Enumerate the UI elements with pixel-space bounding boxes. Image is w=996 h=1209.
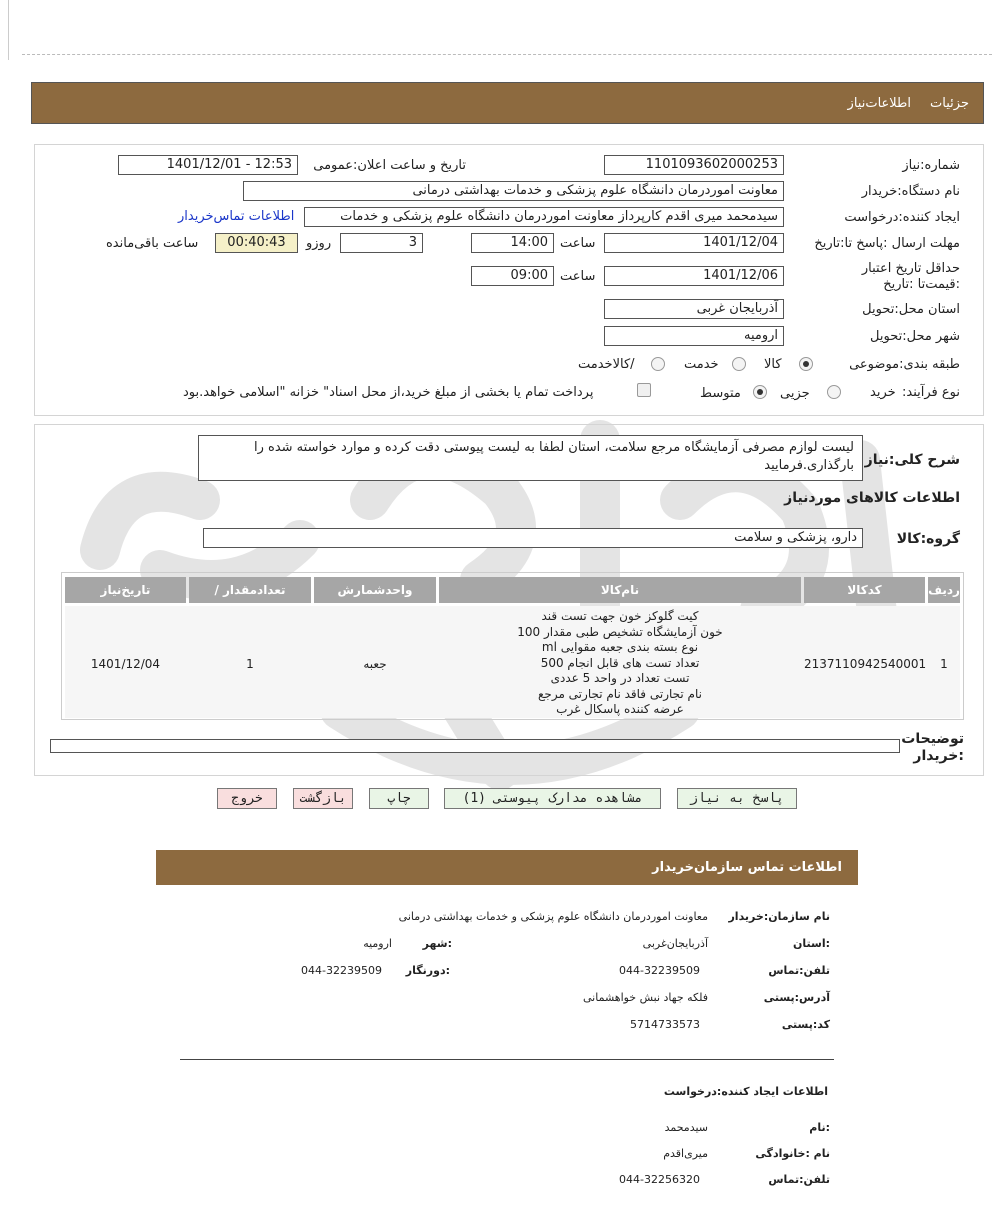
deadline-date-field: 1401/12/04 [604, 233, 784, 253]
need-number-label: شماره:نیاز [902, 158, 960, 173]
category-radio-service[interactable] [732, 357, 746, 371]
col-header-name: نام‌کالا [439, 577, 801, 603]
validity-label: حداقل تاریخ اعتبار :قیمت‌تا :تاریخ [861, 261, 960, 292]
breadcrumb-need-info[interactable]: اطلاعات‌نیاز [847, 96, 911, 111]
validity-time-field: 09:00 [471, 266, 554, 286]
requester-phone-label: تلفن:تماس [768, 1173, 830, 1186]
col-header-unit: واحدشمارش [314, 577, 436, 603]
cell-name-line: ml نوع بسته بندی جعبه مقوایی [541, 640, 699, 654]
process-radio-medium[interactable] [753, 385, 767, 399]
remaining-label: ساعت باقی‌مانده [106, 236, 199, 251]
col-header-code: کدکالا [804, 577, 925, 603]
buyer-org-field: معاونت امور‌درمان دانشگاه علوم پزشکی و خدمات بهداشتی درمانی [243, 181, 784, 201]
deadline-label: مهلت ارسال :پاسخ تا:تاریخ [814, 236, 960, 251]
contact-province-label: :استان [793, 937, 830, 950]
requester-name-value: سیدمحمد [664, 1121, 708, 1134]
buyer-contact-link[interactable]: اطلاعات تماس‌خریدار [178, 209, 295, 224]
cell-name [439, 609, 801, 718]
contact-postal-value: 5714733573 [630, 1018, 700, 1031]
announce-date-label: تاریخ و ساعت اعلان:عمومی [313, 158, 466, 173]
validity-date-field: 1401/12/06 [604, 266, 784, 286]
process-type-label: نوع فرآیند: [902, 385, 960, 400]
description-label: شرح کلی:نیاز [864, 452, 960, 468]
deadline-time-label: ساعت [560, 236, 596, 251]
cell-name-line: خون آزمایشگاه تشخیص طبی مقدار 100 [517, 624, 723, 639]
process-radio-minor[interactable] [827, 385, 841, 399]
validity-time-label: ساعت [560, 269, 596, 284]
goods-group-field: دارو، پزشکی و سلامت [203, 528, 863, 548]
category-radio-goods[interactable] [799, 357, 813, 371]
goods-info-title: اطلاعات کالاهای موردنیاز [784, 490, 960, 506]
cell-name-line: تعداد تست های قابل انجام 500 [540, 655, 700, 670]
buyer-contact-title: اطلاعات تماس سازمان‌خریدار [652, 860, 842, 875]
remaining-timer: 00:40:43 [215, 233, 298, 253]
description-field: لیست لوازم مصرفی آزمایشگاه مرجع سلامت، استان لطفا به لیست پیوستی دقت کرده و موارد خواسته شده را بارگذاری.فرمایید [198, 435, 863, 481]
cell-name-line: تست تعداد در واحد 5 عددی [550, 671, 690, 685]
category-radio-goods-service[interactable] [651, 357, 665, 371]
requester-family-label: نام :خانوادگی [755, 1147, 830, 1160]
treasury-payment-checkbox[interactable] [637, 383, 651, 397]
buyer-notes-field [50, 739, 900, 753]
cell-unit: جعبه [363, 657, 387, 671]
buyer-notes-label: توضیحات :خریدار [901, 731, 964, 764]
contact-org-value: معاونت امور‌درمان دانشگاه علوم پزشکی و خدمات بهداشتی درمانی [398, 910, 708, 923]
contact-city-label: :شهر [422, 937, 452, 950]
contact-postal-label: کد:پستی [781, 1018, 830, 1031]
contact-phone-value: 044-32239509 [619, 964, 700, 977]
contact-city-value: ارومیه [363, 937, 392, 950]
creator-label: ایجاد کننده:درخواست [844, 210, 960, 225]
page-header-bar [31, 82, 984, 124]
cell-name-line: عرضه کننده پاسکال غرب [556, 702, 684, 716]
back-button[interactable]: بازگشت [293, 788, 353, 809]
category-label: طبقه بندی:موضوعی [849, 357, 960, 372]
province-label: استان محل:تحویل [862, 302, 960, 317]
col-header-date: تاریخ‌نیاز [65, 577, 186, 603]
process-option-medium: متوسط [700, 386, 741, 401]
buyer-contact-header [156, 850, 858, 885]
treasury-payment-note: پرداخت تمام یا بخشی از مبلغ خرید،از محل اسناد" خزانه "اسلامی خواهد.بود [183, 385, 594, 400]
days-label: روزو [306, 236, 332, 251]
city-field: ارومیه [604, 326, 784, 346]
category-option-goods-service: /کالاخدمت [578, 357, 635, 372]
cell-name-line: نام تجارتی فاقد نام تجارتی مرجع [538, 686, 702, 701]
requester-phone-value: 044-32256320 [619, 1173, 700, 1186]
cell-code: 2137110942540001 [804, 657, 927, 671]
goods-table [61, 572, 964, 720]
cell-name-line: کیت گلوکز خون جهت تست قند [541, 609, 699, 623]
requester-name-label: :نام [809, 1121, 830, 1134]
col-header-index: ردیف [928, 577, 960, 603]
contact-address-value: فلکه جهاد نبش خواهشمانی [583, 991, 708, 1004]
contact-org-label: نام سازمان:خریدار [728, 910, 830, 923]
creator-field: سیدمحمد میری اقدم کارپرداز معاونت امور‌درمان دانشگاه علوم پزشکی و خدمات [304, 207, 784, 227]
contact-fax-value: 044-32239509 [301, 964, 382, 977]
cell-date: 1401/12/04 [90, 657, 161, 671]
contact-divider [180, 1059, 834, 1060]
contact-province-value: آذربایجان‌غربی [642, 937, 708, 950]
announce-date-field: 1401/12/01 - 12:53 [118, 155, 298, 175]
cell-qty: 1 [246, 657, 254, 671]
reply-button[interactable]: پاسخ به نیاز [677, 788, 797, 809]
category-option-service: خدمت [684, 357, 719, 372]
contact-address-label: آدرس:پستی [763, 991, 830, 1004]
buyer-org-label: نام دستگاه:خریدار [861, 184, 960, 199]
exit-button[interactable]: خروج [217, 788, 277, 809]
page-edge-line [8, 0, 9, 60]
days-field: 3 [340, 233, 423, 253]
city-label: شهر محل:تحویل [870, 329, 960, 344]
process-buy-label: خرید [870, 385, 896, 400]
goods-group-label: گروه:کالا [896, 531, 960, 547]
contact-fax-label: :دورنگار [405, 964, 450, 977]
breadcrumb-details[interactable]: جزئیات [930, 96, 969, 111]
print-button[interactable]: چاپ [369, 788, 429, 809]
category-option-goods: کالا [764, 357, 782, 372]
province-field: آذربایجان غربی [604, 299, 784, 319]
attachments-button[interactable]: مشاهده مدارک پیوستی (1) [444, 788, 661, 809]
deadline-time-field: 14:00 [471, 233, 554, 253]
col-header-qty: / تعدادمقدار [189, 577, 311, 603]
need-number-field: 1101093602000253 [604, 155, 784, 175]
process-option-minor: جزیی [780, 386, 810, 401]
requester-family-value: میری‌اقدم [663, 1147, 708, 1160]
requester-title: اطلاعات ایجاد کننده:درخواست [663, 1085, 828, 1098]
cell-index: 1 [940, 657, 948, 671]
contact-phone-label: تلفن:تماس [768, 964, 830, 977]
top-divider [22, 54, 992, 55]
